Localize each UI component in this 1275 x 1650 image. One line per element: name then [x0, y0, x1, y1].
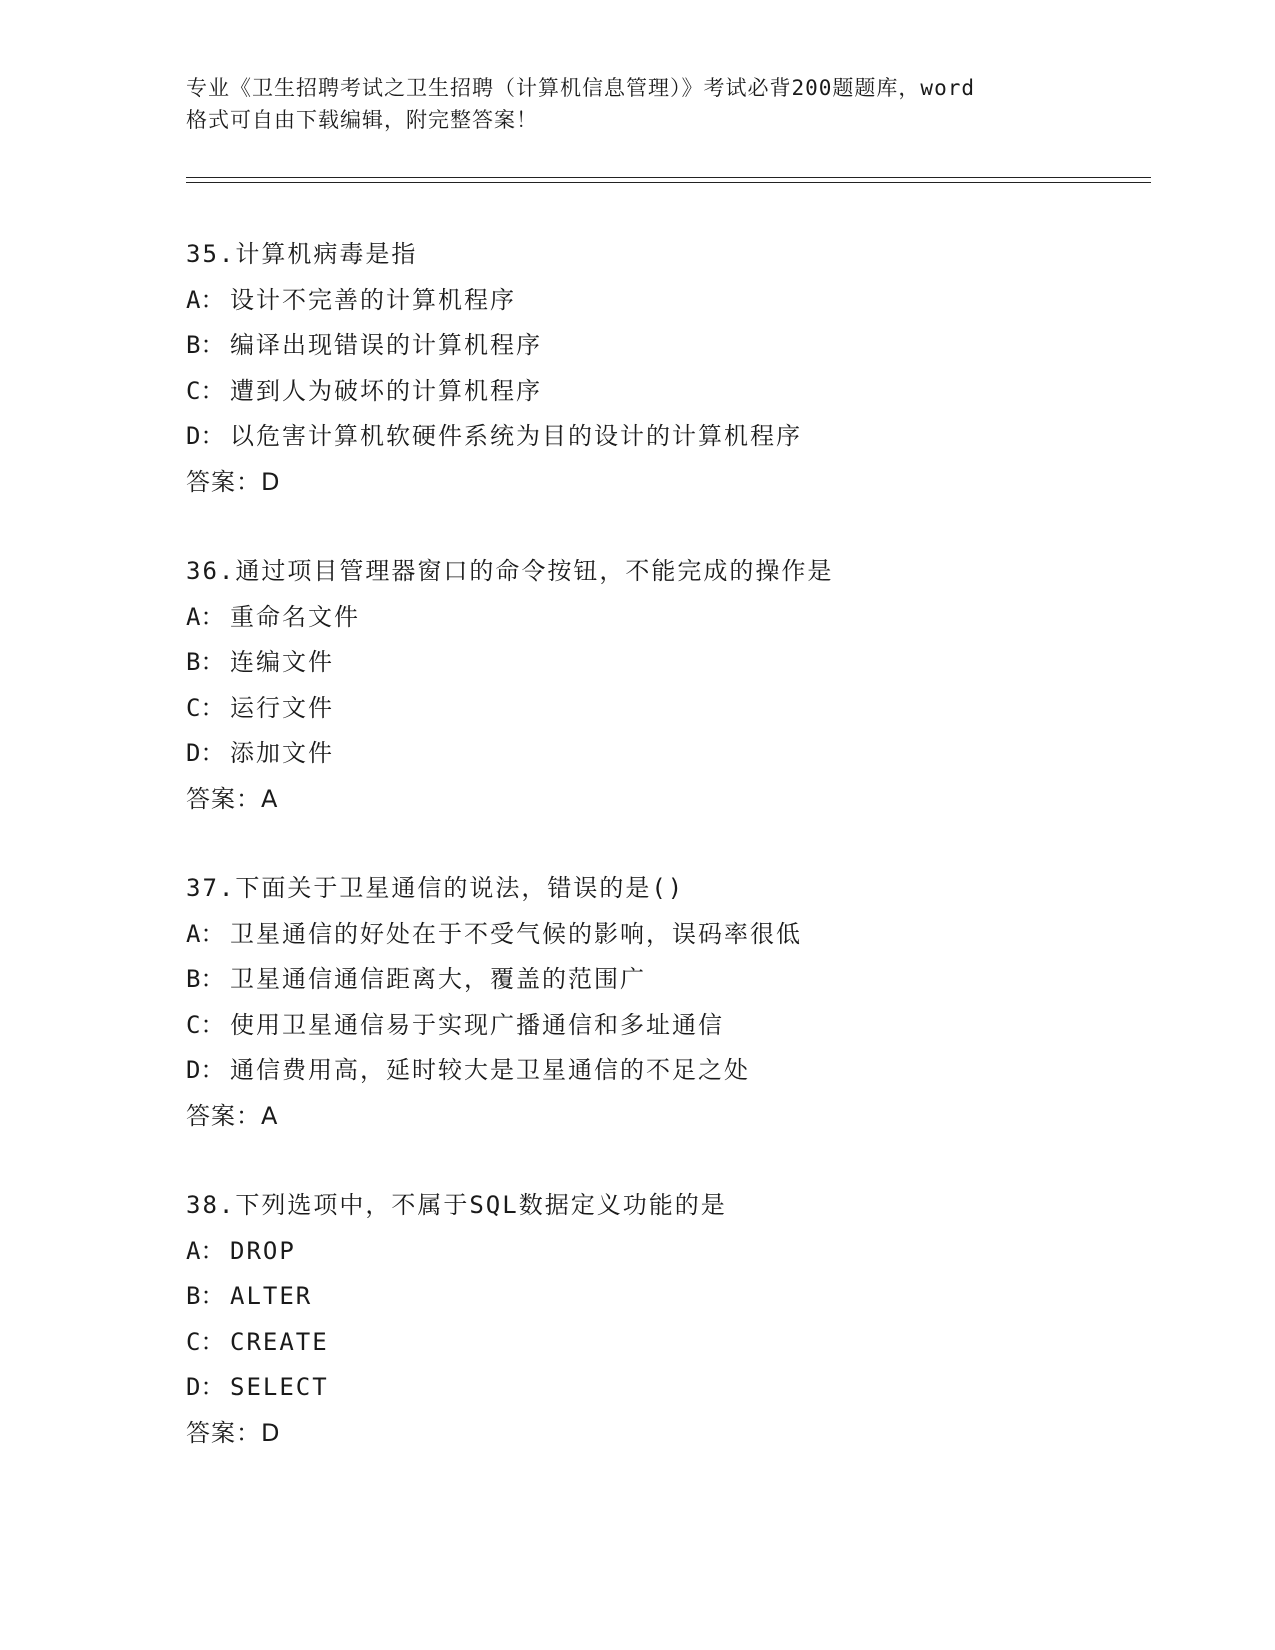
question-stem: 38.下列选项中，不属于SQL数据定义功能的是	[186, 1191, 727, 1219]
answer-value: D	[261, 1418, 281, 1447]
option-d	[186, 1048, 1146, 1094]
option-a	[186, 1229, 1146, 1275]
option-label: B：	[186, 331, 225, 359]
answer-value: A	[261, 784, 279, 813]
option-d	[186, 414, 1146, 460]
option-label: D：	[186, 1373, 225, 1401]
option-c	[186, 1003, 1146, 1049]
option-label: A：	[186, 919, 225, 948]
option-c	[186, 686, 1146, 732]
question-37	[186, 866, 1146, 1139]
option-b	[186, 640, 1146, 686]
option-c	[186, 369, 1146, 415]
option-text: 运行文件	[230, 693, 334, 722]
question-36	[186, 549, 1146, 822]
option-text: 遭到人为破坏的计算机程序	[230, 376, 542, 405]
option-text: 通信费用高，延时较大是卫星通信的不足之处	[230, 1056, 750, 1084]
option-label: C：	[186, 1010, 225, 1039]
option-text: SELECT	[230, 1373, 329, 1401]
option-d	[186, 1365, 1146, 1411]
option-text: 添加文件	[230, 739, 334, 767]
header-divider-bottom	[186, 182, 1151, 183]
option-b	[186, 323, 1146, 369]
header-line-2: 格式可自由下载编辑，附完整答案！	[186, 108, 538, 132]
answer-line	[186, 1411, 1146, 1457]
option-label: B：	[186, 1282, 225, 1310]
answer-line	[186, 777, 1146, 823]
option-label: C：	[186, 1327, 225, 1356]
answer-label: 答案：	[186, 1101, 261, 1130]
option-label: C：	[186, 693, 225, 722]
option-a	[186, 595, 1146, 641]
option-label: D：	[186, 739, 225, 767]
header-divider-top	[186, 177, 1151, 178]
answer-line	[186, 460, 1146, 506]
question-stem: 37.下面关于卫星通信的说法，错误的是()	[186, 874, 685, 902]
option-text: 重命名文件	[230, 602, 360, 631]
option-label: C：	[186, 376, 225, 405]
option-text: 设计不完善的计算机程序	[230, 285, 516, 314]
answer-value: D	[261, 467, 281, 496]
option-a	[186, 278, 1146, 324]
document-header	[186, 72, 1086, 136]
option-c	[186, 1320, 1146, 1366]
option-label: B：	[186, 965, 225, 993]
option-text: 使用卫星通信易于实现广播通信和多址通信	[230, 1010, 724, 1039]
answer-label: 答案：	[186, 467, 261, 496]
question-35	[186, 232, 1146, 505]
option-text: CREATE	[230, 1327, 329, 1356]
question-stem: 35.计算机病毒是指	[186, 240, 418, 268]
answer-label: 答案：	[186, 1418, 261, 1447]
answer-value: A	[261, 1101, 279, 1130]
option-label: A：	[186, 602, 225, 631]
answer-line	[186, 1094, 1146, 1140]
option-text: ALTER	[230, 1282, 313, 1310]
option-label: D：	[186, 422, 225, 450]
question-stem: 36.通过项目管理器窗口的命令按钮，不能完成的操作是	[186, 557, 834, 585]
option-b	[186, 1274, 1146, 1320]
option-d	[186, 731, 1146, 777]
option-text: 编译出现错误的计算机程序	[230, 331, 542, 359]
option-text: 卫星通信通信距离大，覆盖的范围广	[230, 965, 646, 993]
header-line-1: 专业《卫生招聘考试之卫生招聘（计算机信息管理）》考试必背200题题库，word	[186, 76, 975, 100]
option-a	[186, 912, 1146, 958]
answer-label: 答案：	[186, 784, 261, 813]
option-label: D：	[186, 1056, 225, 1084]
option-text: DROP	[230, 1236, 296, 1265]
option-b	[186, 957, 1146, 1003]
option-text: 连编文件	[230, 648, 334, 676]
option-label: A：	[186, 1236, 225, 1265]
option-text: 以危害计算机软硬件系统为目的设计的计算机程序	[230, 422, 802, 450]
option-label: B：	[186, 648, 225, 676]
question-38	[186, 1183, 1146, 1456]
option-label: A：	[186, 285, 225, 314]
option-text: 卫星通信的好处在于不受气候的影响，误码率很低	[230, 919, 802, 948]
